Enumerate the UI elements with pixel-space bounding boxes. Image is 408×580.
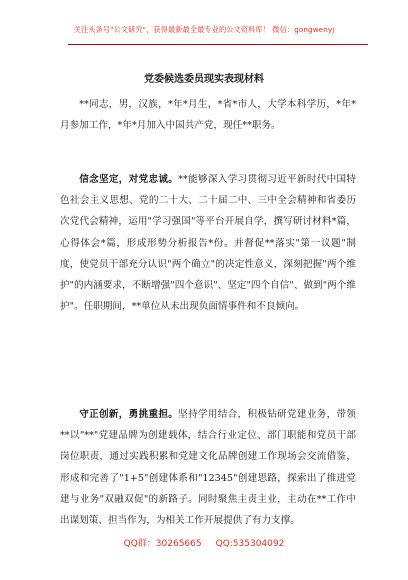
intro-paragraph: **同志，男，汉族，*年*月生，*省*市人，大学本科学历，*年*月参加工作，*年*月加入中国共产党，现任**职务。 (60, 99, 356, 132)
section-paragraph-loyalty (60, 169, 356, 317)
document-title: 党委候选委员现实表现材料 (144, 74, 264, 85)
section-heading: 信念坚定，对党忠诚。 (79, 174, 179, 185)
footer-contact (0, 536, 408, 549)
section-body: 坚持学用结合，积极钻研党建业务，带领**以"**"党建品牌为创建载体，结合行业定位、部门职能和党员干部岗位职责，通过实践积累和党建文化品牌创建工作现场会交流借鉴，形成和完善了"1+5"创建体系和"12345"创建思路，探索出了推进党建与业务"双融双促"的新路子。同时聚焦主责主业，主动在**工作中出谋划策、担当作为，为相关工作开展提供了有力支撑。 (60, 409, 357, 527)
footer-qq: QQ:535304092 (215, 539, 285, 549)
section-paragraph-innovation (60, 404, 356, 531)
section-heading: 守正创新，勇挑重担。 (79, 409, 179, 420)
footer-qq-group: QQ群：30265665 (123, 539, 202, 549)
section-body: **能够深入学习贯彻习近平新时代中国特色社会主义思想、党的二十大、二十届二中、三中全会精神和省委历次党代会精神，运用"学习强国"等平台开展自学，撰写研讨材料*篇，心得体会*篇，形成形势分析报告*份。并督促**落实"第一议题"制度，使党员干部充分认识"两个确立"的决定性意义，深刻把握"两个维护"的内涵要求，不断增强"四个意识"、坚定"四个自信"、做到"两个维护"。任职期间，**单位从未出现负面情事件和不良倾向。 (60, 174, 357, 313)
header-divider (68, 44, 368, 45)
header-banner: 关注头条号"公文研究"，获得最新最全最专业的公文资料库！ 微信：gongwenyj (73, 25, 335, 34)
